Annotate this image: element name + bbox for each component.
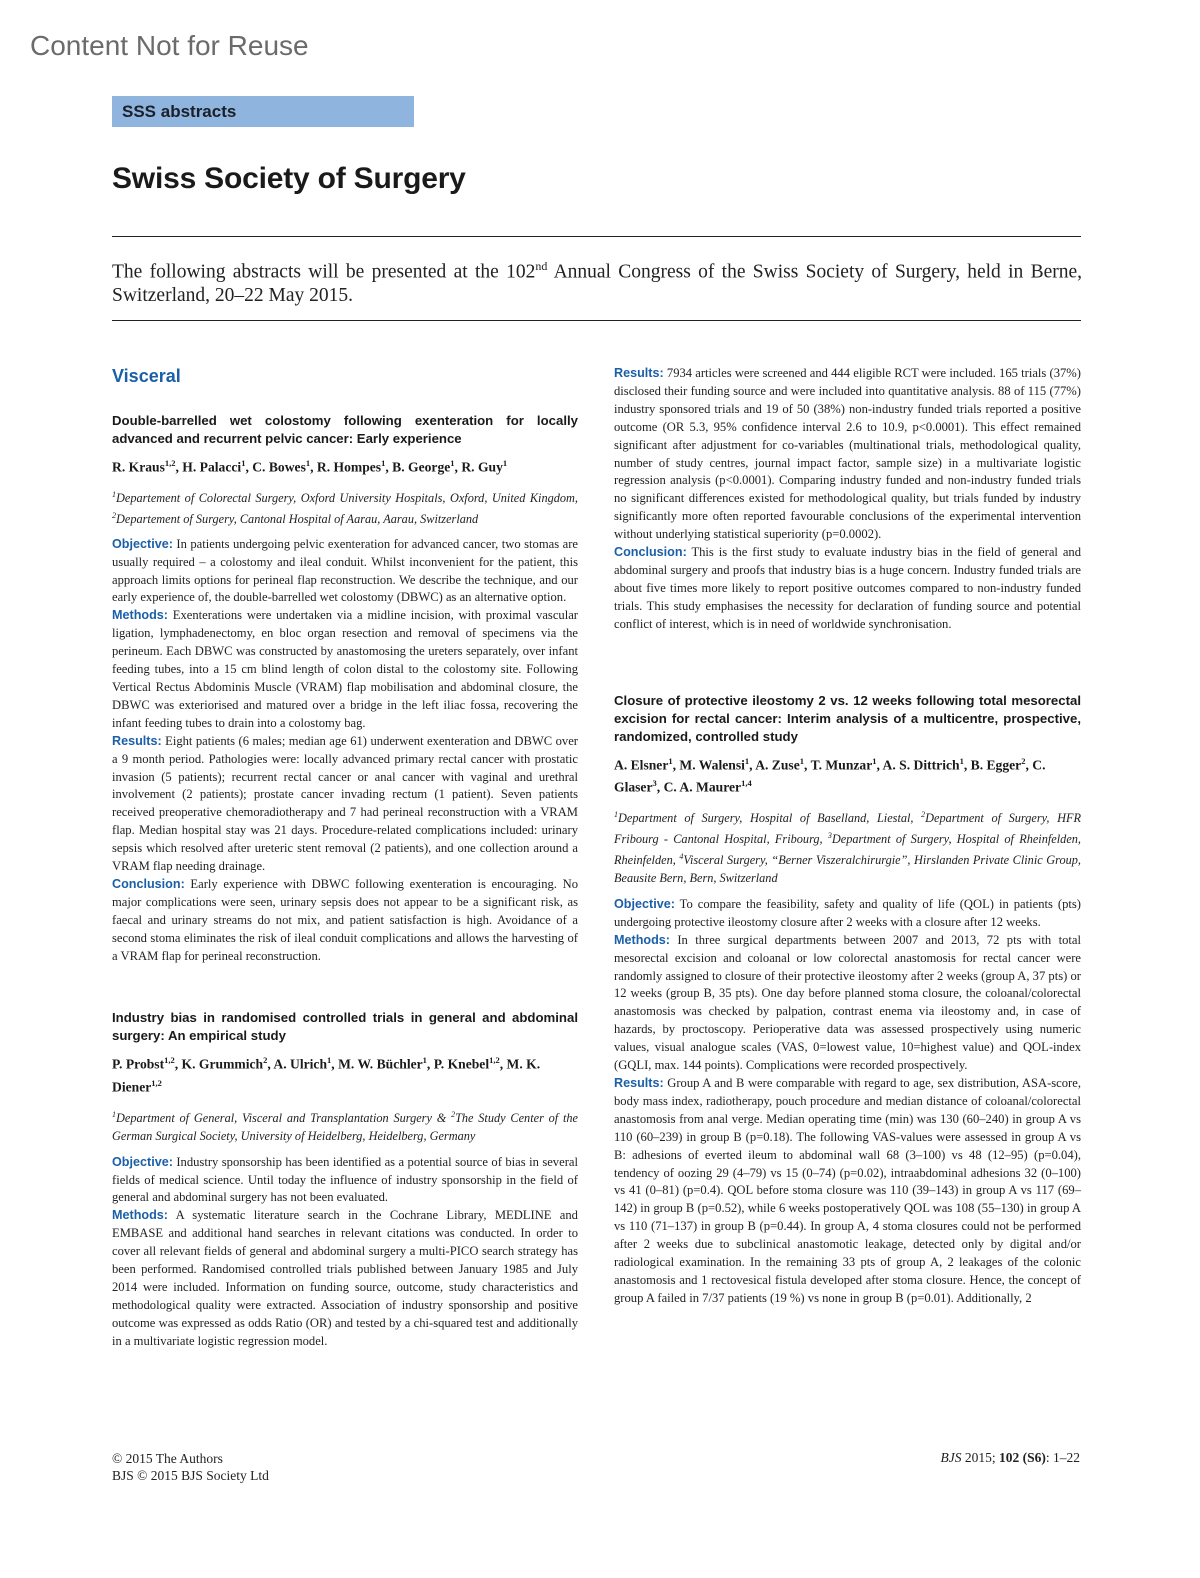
abstract-2-affiliations <box>112 1106 578 1145</box>
right-column <box>614 365 1081 1308</box>
author-name: B. Egger <box>970 757 1022 773</box>
author-name: A. Elsner <box>614 757 669 773</box>
author-affiliation-marker: 2 <box>263 1055 268 1066</box>
abstract-1-title: Double-barrelled wet colostomy following exenteration for locally advanced and recurrent pelvic cancer: Early experience <box>112 413 578 446</box>
abstract-3-objective: Objective: To compare the feasibility, safety and quality of life (QOL) in patients (pts) undergoing protective ileostomy closure after 2 weeks with a closure after 12 weeks. <box>614 896 1082 929</box>
affiliation-number: 2 <box>451 1109 456 1119</box>
author-affiliation-marker: 1,2 <box>489 1055 500 1066</box>
abstract-1-objective: Objective: In patients undergoing pelvic exenteration for advanced cancer, two stomas are usually required – a colostomy and ileal conduit. Whilst inconvenient for the patient, this approach limits options for perineal flap reconstruction. We describe the technique, and our early experience of, the double-barrelled wet colostomy (DBWC) as an alternative option. <box>112 536 578 605</box>
author-name: R. Hompes <box>316 459 382 475</box>
author-affiliation-marker: 1,4 <box>741 778 752 789</box>
affiliation-text: Departement of Surgery, Cantonal Hospital of Aarau, Aarau, Switzerland <box>116 511 479 526</box>
author-affiliation-marker: 1 <box>799 755 805 766</box>
affiliation-text: Department of General, Visceral and Transplantation Surgery & <box>116 1110 452 1125</box>
left-column <box>112 365 578 1351</box>
abstract-2-title: Industry bias in randomised controlled trials in general and abdominal surgery: An empirical study <box>112 1010 578 1044</box>
author-affiliation-marker: 1 <box>381 458 386 468</box>
section-heading: Visceral <box>112 366 181 386</box>
author-affiliation-marker: 1 <box>305 458 311 468</box>
abstract-2-objective: Objective: Industry sponsorship has been identified as a potential source of bias in several fields of medical science. Until today the influence of industry sponsorship in the field of general and abdominal surgery has not been evaluated. <box>112 1154 578 1205</box>
author-name: C. Glaser <box>614 757 1046 795</box>
author-affiliation-marker: 3 <box>652 778 657 789</box>
abstract-3-methods: Methods: In three surgical departments between 2007 and 2013, 72 pts with total mesorectal excision and coloanal or low colorectal anastomosis for rectal cancer were randomly assigned to closure of their protective ileostomy after 2 weeks (group A, 37 pts) or 12 weeks (group B, 35 pts). One day before planned stoma closure, the coloanal/colorectal anastomosis was checked by palpation, contrast enema via ileostomy and, in case of hazards, by proctoscopy. Perioperative data was assessed prospectively using numeric values, visual analogue scales (VAS, 0=lowest value, 10=highest value) and QOL-index (GQLI, max. 144 points). Complications were recorded prospectively. <box>614 932 1081 1073</box>
author-name: R. Guy <box>461 459 503 475</box>
author-affiliation-marker: 1 <box>668 755 673 766</box>
abstract-2-authors: P. Probst$^{1,2}$, K. Grummich$^2$, A. Ulrich$^1$, M. W. Büchler$^1$, P. Knebel$^{1,2}$, M. K. Diener$^{1,2}$ <box>112 1055 541 1095</box>
author-name: P. Probst <box>112 1057 165 1072</box>
abstract-1-conclusion: Conclusion: Early experience with DBWC following exenteration is encouraging. No major complications were seen, urinary sepsis does not appear to be a significant risk, as faecal and urinary streams do not mix, and patient satisfaction is high. Avoidance of a second stoma eliminates the risk of ileal conduit complications and allows the harvesting of a VRAM flap for perineal reconstruction. <box>112 876 578 963</box>
author-name: K. Grummich <box>181 1057 264 1072</box>
affiliation-text: Visceral Surgery, “Berner Viszeralchirurgie”, Hirslanden Private Clinic Group, Beausite Bern, Bern, Switzerland <box>614 852 1081 885</box>
abstract-1-authors: R. Kraus$^{1,2}$, H. Palacci$^1$, C. Bowes$^1$, R. Hompes$^1$, B. George$^1$, R. Guy$^1$ <box>112 458 508 475</box>
abstract-2-methods: Methods: A systematic literature search in the Cochrane Library, MEDLINE and EMBASE and additional hand searches in relevant citations was conducted. In order to cover all relevant fields of general and abdominal surgery a multi-PICO search strategy has been performed. Randomised controlled trials published between January 1985 and July 2014 were included. Information on funding source, outcome, study characteristics and methodological quality were extracted. Association of industry sponsorship and positive outcome was expressed as odds Ratio (OR) and tested by a chi-squared test and additionally in a multivariate logistic regression model. <box>112 1208 578 1348</box>
affiliation-text: Department of Surgery, Hospital of Baselland, Liestal, <box>618 810 922 825</box>
footer-citation: BJS 2015; 102 (S6): 1–22 <box>940 1450 1080 1465</box>
affiliation-text: Department of Surgery, HFR Fribourg - Cantonal Hospital, Fribourg, <box>614 810 1081 846</box>
affiliation-number: 4 <box>679 851 684 861</box>
author-name: R. Kraus <box>112 459 165 475</box>
author-name: M. W. Büchler <box>338 1057 423 1072</box>
author-name: H. Palacci <box>182 459 242 475</box>
author-name: A. S. Dittrich <box>882 757 960 773</box>
affiliation-text: Departement of Colorectal Surgery, Oxford University Hospitals, Oxford, United Kingdom, <box>116 490 578 505</box>
author-affiliation-marker: 1 <box>959 755 964 766</box>
author-affiliation-marker: 1,2 <box>164 1055 175 1066</box>
section-tag: SSS abstracts <box>112 96 414 127</box>
author-name: B. George <box>392 459 451 475</box>
abstract-2-results: Results: 7934 articles were screened and 444 eligible RCT were included. 165 trials (37%) disclosed their funding source and were included into quantitative analysis. 88 of 115 (77%) industry sponsored trials and 19 of 50 (38%) non-industry funded trials reported a positive outcome (OR 5.3, 95% confidence interval 2.6 to 10.9, p<0.0001). This effect remained significant after adjustment for co-variables (multinational trials, methodological quality, number of study centres, journal impact factor, sample size) in a multivariate logistic regression analysis (p<0.0001). Comparing industry funded and non-industry funded trials no significant differences existed for methodological quality, but trials funded by industry significantly more often reported favourable conclusions of the experimental intervention without underlying statistical superiority (p=0.0002). <box>614 366 1081 542</box>
divider-top <box>112 236 1081 237</box>
abstract-2-conclusion: Conclusion: This is the first study to evaluate industry bias in the field of general and abdominal surgery and proofs that industry bias is a huge concern. Industry funded trials are about five times more likely to report positive outcomes compared to non-industry funded trials. This study emphasises the necessity for declaration of funding source and potential conflict of interest, which is in need of worldwide synchronisation. <box>614 545 1081 631</box>
page-title: Swiss Society of Surgery <box>112 162 466 195</box>
author-name: P. Knebel <box>433 1057 490 1072</box>
affiliation-number: 3 <box>827 830 832 840</box>
abstract-1-results: Results: Eight patients (6 males; median age 61) underwent exenteration and DBWC over a 9 month period. Pathologies were: locally advanced primary rectal cancer with prostatic invasion (5 patients); recurrent rectal cancer or anal cancer with vaginal and urethral involvement (2 patients); prostate cancer invading rectum (1 patient). Seven patients received preoperative chemoradiotherapy and 7 had perineal reconstruction with a VRAM flap. Median hospital stay was 21 days. Procedure-related complications included: urinary sepsis which resolved after ureteric stent removal (2 patients), and one collection around a VRAM flap needing drainage. <box>112 733 578 874</box>
intro-text: The following abstracts will be presented at the 102nd Annual Congress of the Swiss Society of Surgery, held in Berne, Switzerland, 20–22 May 2015. <box>112 259 1083 306</box>
affiliation-number: 2 <box>921 809 926 819</box>
affiliation-number: 1 <box>112 1109 116 1119</box>
author-affiliation-marker: 1 <box>502 458 508 468</box>
watermark: Content Not for Reuse <box>30 30 309 61</box>
abstract-2-continued <box>614 365 1081 634</box>
author-name: A. Ulrich <box>273 1057 328 1072</box>
author-name: C. A. Maurer <box>663 779 742 795</box>
abstract-1-affiliations <box>112 486 578 528</box>
affiliation-text: The Study Center of the German Surgical Society, University of Heidelberg, Heidelberg, Germany <box>112 1110 579 1143</box>
author-name: M. K. Diener <box>112 1057 541 1095</box>
author-affiliation-marker: 1 <box>241 458 246 468</box>
abstract-3-title: Closure of protective ileostomy 2 vs. 12 weeks following total mesorectal excision for rectal cancer: Interim analysis of a multicentre, prospective, randomized, controlled study <box>614 692 1081 744</box>
author-affiliation-marker: 1,2 <box>151 1078 162 1088</box>
footer-copyright: © 2015 The Authors BJS © 2015 BJS Society Ltd <box>112 1451 269 1483</box>
abstract-3-affiliations <box>614 806 1081 887</box>
author-name: M. Walensi <box>679 757 745 773</box>
author-affiliation-marker: 1 <box>327 1055 332 1066</box>
abstract-2 <box>112 1009 578 1350</box>
author-affiliation-marker: 1,2 <box>164 458 176 468</box>
divider-bottom <box>112 320 1081 321</box>
affiliation-number: 1 <box>112 489 116 499</box>
abstract-3 <box>614 692 1081 1308</box>
author-name: C. Bowes <box>252 459 306 475</box>
affiliation-number: 2 <box>112 510 116 520</box>
abstract-3-authors: A. Elsner$^1$, M. Walensi$^1$, A. Zuse$^1$, T. Munzar$^1$, A. S. Dittrich$^1$, B. Egger$^2$, C. Glaser$^3$, C. A. Maurer$^{1,4}$ <box>614 755 1046 795</box>
author-affiliation-marker: 1 <box>872 755 877 766</box>
abstract-1 <box>112 412 578 965</box>
affiliation-number: 1 <box>614 809 618 819</box>
author-affiliation-marker: 1 <box>744 755 750 766</box>
author-affiliation-marker: 1 <box>450 458 455 468</box>
author-name: T. Munzar <box>810 757 873 773</box>
abstract-1-methods: Methods: Exenterations were undertaken via a midline incision, with proximal vascular ligation, lymphadenectomy, en bloc organ resection and removal of specimens via the perineum. Each DBWC was constructed by anastomosing the ureters separately, over infant feeding tubes, into a 15 cm blind length of colon distal to the colostomy site. Following Vertical Rectus Abdominis Muscle (VRAM) flap mobilisation and abdominal closure, the DBWC was exteriorised and matured over a bridge in the left iliac fossa, recovering the infant feeding tubes to drain into a colostomy bag. <box>112 608 578 730</box>
abstract-3-results: Results: Group A and B were comparable with regard to age, sex distribution, ASA-score, body mass index, radiotherapy, pouch procedure and median distance of coloanal/colorectal anastomosis from anal verge. Median operating time (min) was 130 (60–240) in group A vs 110 (60–239) in group B (p=0.18). The following VAS-values were assessed in group A vs B: adhesions of everted ileum to abdominal wall 68 (3–100) vs 48 (12–95) (p=0.04), tendency of oozing 29 (4–79) vs 15 (0–74) (p=0.02), intraabdominal adhesions 32 (0–100) vs 41 (0–81) (p=0.4). QOL before stoma closure was 110 (39–143) in group A vs 117 (69–142) in group B (p=0.52), while 6 weeks postoperatively QOL was 108 (55–130) in group A vs 110 (71–137) in group B (p=0.44). In group A, 4 stoma closures could not be performed after 2 weeks due to subclinical anastomotic leakage, detected only by digital and/or radiological examination. In the remaining 33 pts of group A, 2 leakages of the colonic anastomosis and 1 rectovesical fistula developed after stoma closure. Hence, the concept of group A failed in 7/37 patients (19 %) vs none in group B (p=0.01). Additionally, 2 <box>614 1076 1081 1305</box>
author-name: A. Zuse <box>755 757 800 773</box>
author-affiliation-marker: 2 <box>1021 755 1026 766</box>
affiliation-text: Department of Surgery, Hospital of Rheinfelden, Rheinfelden, <box>614 831 1081 867</box>
author-affiliation-marker: 1 <box>422 1055 427 1066</box>
